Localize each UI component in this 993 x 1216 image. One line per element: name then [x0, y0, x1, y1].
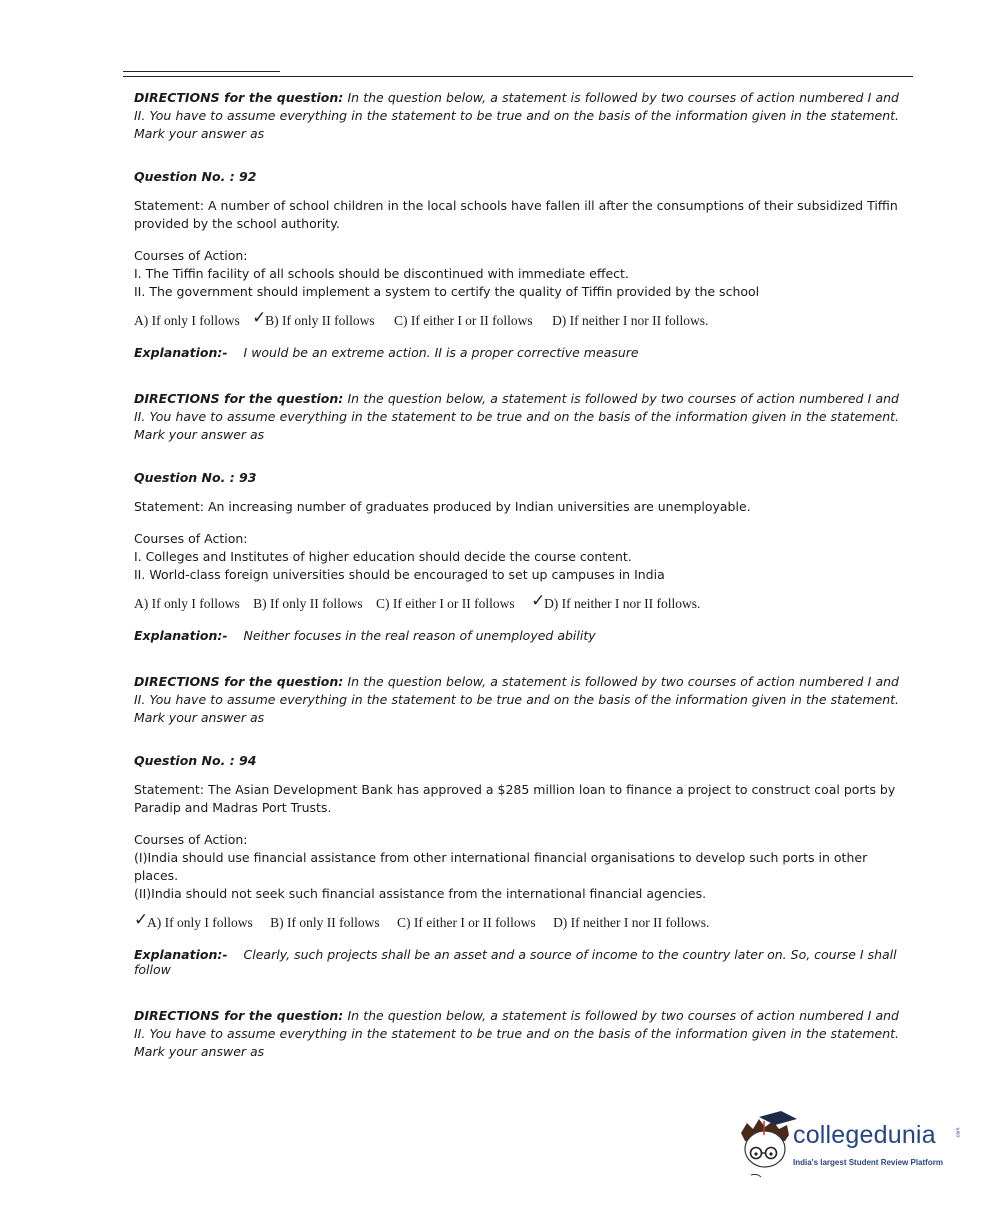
page-content — [134, 89, 899, 1061]
header-rule-short — [123, 71, 280, 72]
courses-of-action — [134, 530, 899, 584]
mascot-icon — [741, 1111, 797, 1177]
option-b: B) If only II follows — [270, 915, 380, 930]
explanation-text: Clearly, such projects shall be an asset and a source of income to the country later on. So, course I shall follow — [134, 947, 897, 977]
logo-wordmark: collegedunia — [793, 1121, 936, 1149]
check-icon: ✓ — [531, 591, 546, 611]
explanation — [134, 628, 899, 643]
explanation-text: I would be an extreme action. II is a proper corrective measure — [243, 345, 639, 360]
option-a: A) If only I follows — [134, 596, 240, 611]
explanation-label: Explanation:- — [134, 628, 228, 643]
courses-label: Courses of Action: — [134, 832, 248, 847]
option-b-label: B) If only II follows — [265, 313, 375, 328]
explanation-label: Explanation:- — [134, 947, 228, 962]
course-2: II. The government should implement a system to certify the quality of Tiffin provided by the school — [134, 284, 760, 299]
logo-tagline: India's largest Student Review Platform — [793, 1158, 943, 1167]
directions-text: In the question below, a statement is followed by two courses of action numbered I and II. You have to assume everything in the statement to be true and on the basis of the information given in the statement. Mark your answer as — [134, 90, 899, 141]
option-c: C) If either I or II follows — [396, 915, 536, 930]
option-c: C) If either I or II follows — [393, 313, 533, 328]
check-icon: ✓ — [252, 308, 267, 328]
courses-of-action — [134, 247, 899, 301]
question-93 — [134, 470, 899, 643]
course-1: I. Colleges and Institutes of higher education should decide the course content. — [134, 549, 632, 564]
option-d — [531, 591, 701, 612]
question-number: Question No. : 94 — [134, 753, 257, 768]
option-d: D) If neither I nor II follows. — [553, 915, 710, 930]
option-b — [252, 308, 375, 329]
option-c: C) If either I or II follows — [375, 596, 515, 611]
course-2: (II)India should not seek such financial assistance from the international financial agencies. — [134, 886, 707, 901]
question-92 — [134, 169, 899, 360]
logo-dotcom: .com — [955, 1127, 962, 1139]
courses-of-action — [134, 831, 899, 903]
explanation — [134, 345, 899, 360]
explanation — [134, 947, 899, 977]
directions-label: DIRECTIONS for the question: — [134, 90, 344, 105]
directions-label: DIRECTIONS for the question: — [134, 1008, 344, 1023]
directions-label: DIRECTIONS for the question: — [134, 391, 344, 406]
check-icon: ✓ — [134, 910, 149, 930]
question-number: Question No. : 93 — [134, 470, 257, 485]
course-2: II. World-class foreign universities should be encouraged to set up campuses in India — [134, 567, 665, 582]
course-1: (I)India should use financial assistance from other international financial organisations to develop such ports in other places. — [134, 850, 868, 883]
directions-text: In the question below, a statement is followed by two courses of action numbered I and II. You have to assume everything in the statement to be true and on the basis of the information given in the statement. Mark your answer as — [134, 391, 899, 442]
option-a: A) If only I follows — [134, 313, 240, 328]
directions-label: DIRECTIONS for the question: — [134, 674, 344, 689]
course-1: I. The Tiffin facility of all schools should be discontinued with immediate effect. — [134, 266, 629, 281]
question-94 — [134, 753, 899, 977]
directions-text: In the question below, a statement is followed by two courses of action numbered I and II. You have to assume everything in the statement to be true and on the basis of the information given in the statement. Mark your answer as — [134, 674, 899, 725]
statement: Statement: An increasing number of graduates produced by Indian universities are unemployable. — [134, 499, 751, 514]
directions-block — [134, 390, 899, 444]
option-d-label: D) If neither I nor II follows. — [544, 596, 701, 611]
option-b: B) If only II follows — [253, 596, 363, 611]
answer-options — [134, 910, 899, 931]
option-d: D) If neither I nor II follows. — [552, 313, 709, 328]
option-a-label: A) If only I follows — [147, 915, 253, 930]
statement: Statement: The Asian Development Bank has approved a $285 million loan to finance a project to construct coal ports by Paradip and Madras Port Trusts. — [134, 782, 896, 815]
answer-options — [134, 591, 899, 612]
question-number: Question No. : 92 — [134, 169, 257, 184]
option-a — [134, 910, 253, 931]
answer-options — [134, 308, 899, 329]
courses-label: Courses of Action: — [134, 531, 248, 546]
directions-block — [134, 1007, 899, 1061]
courses-label: Courses of Action: — [134, 248, 248, 263]
directions-block — [134, 673, 899, 727]
explanation-text: Neither focuses in the real reason of unemployed ability — [243, 628, 596, 643]
explanation-label: Explanation:- — [134, 345, 228, 360]
header-rule — [123, 76, 913, 77]
statement: Statement: A number of school children in the local schools have fallen ill after the consumptions of their subsidized Tiffin provided by the school authority. — [134, 198, 898, 231]
directions-block — [134, 89, 899, 143]
directions-text: In the question below, a statement is followed by two courses of action numbered I and II. You have to assume everything in the statement to be true and on the basis of the information given in the statement. Mark your answer as — [134, 1008, 899, 1059]
